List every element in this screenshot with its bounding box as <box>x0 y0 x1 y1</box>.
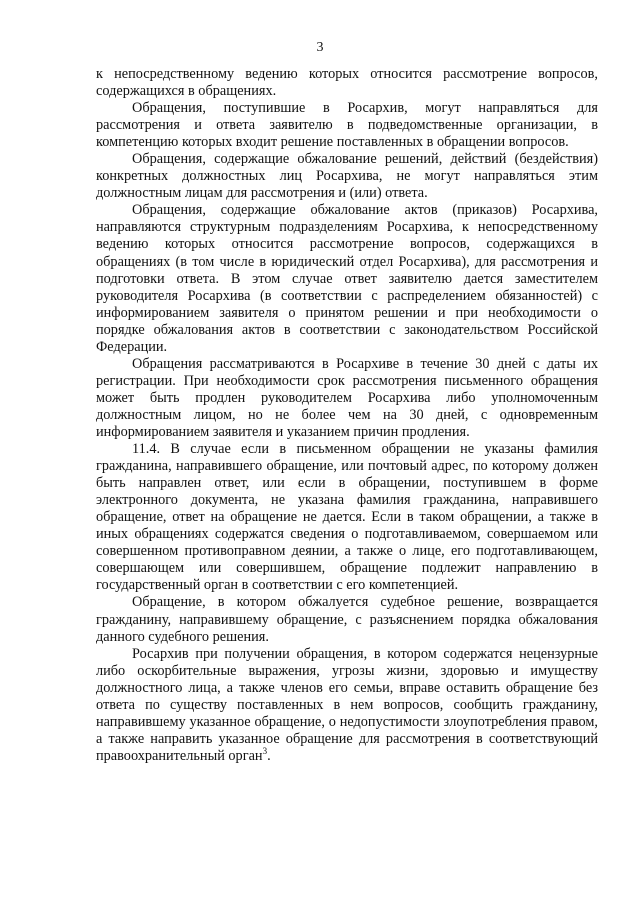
page-number: 3 <box>316 40 324 55</box>
paragraph-2: Обращения, поступившие в Росархив, могут направляться для рассмотрения и ответа заявителю в подведомственные организации, в компетенцию которых входит решение поставленных в обращении вопросов. <box>96 100 598 151</box>
paragraph-8-tail: . <box>267 747 271 764</box>
paragraph-6-section-11-4: 11.4. В случае если в письменном обращении не указаны фамилия гражданина, направившего обращение, или почтовый адрес, по которому должен быть направлен ответ, или если в обращении, поступившем в форме электронного документа, не указана фамилия гражданина, направившего обращение, ответ на обращение не дается. Если в таком обращении, а также в иных обращениях содержатся сведения о подготавливаемом, совершаемом или совершенном противоправном деянии, а также о лице, его подготавливающем, совершающем или совершившем, обращение подлежит направлению в государственный орган в соответствии с его компетенцией. <box>96 441 598 594</box>
paragraph-1: к непосредственному ведению которых относится рассмотрение вопросов, содержащихся в обращениях. <box>96 66 598 100</box>
paragraph-3: Обращения, содержащие обжалование решений, действий (бездействия) конкретных должностных лиц Росархива, не могут направляться этим должностным лицам для рассмотрения и (или) ответа. <box>96 151 598 202</box>
paragraph-8-text: Росархив при получении обращения, в котором содержатся нецензурные либо оскорбительные выражения, угрозы жизни, здоровью и имуществу должностного лица, а также членов его семьи, вправе оставить обращение без ответа по существу поставленных в нем вопросов, сообщить гражданину, направившему указанное обращение, о недопустимости злоупотребления правом, а также направить указанное обращение для рассмотрения в соответствующий правоохранительный орган <box>96 645 598 764</box>
paragraph-5: Обращения рассматриваются в Росархиве в течение 30 дней с даты их регистрации. При необходимости срок рассмотрения письменного обращения может быть продлен руководителем Росархива либо уполномоченным должностным лицом, но не более чем на 30 дней, с одновременным информированием заявителя и указанием причин продления. <box>96 355 598 440</box>
paragraph-7: Обращение, в котором обжалуется судебное решение, возвращается гражданину, направившему обращение, с разъяснением порядка обжалования данного судебного решения. <box>96 594 598 645</box>
paragraph-8 <box>96 646 598 765</box>
document-body <box>96 66 598 765</box>
footnote-reference: 3 <box>262 746 268 757</box>
paragraph-4: Обращения, содержащие обжалование актов (приказов) Росархива, направляются структурным подразделениям Росархива, к непосредственному ведению которых относится рассмотрение вопросов, содержащихся в обращениях (в том числе в юридический отдел Росархива), для рассмотрения и подготовки ответа. В этом случае ответ заявителю дается заместителем руководителя Росархива (в соответствии с распределением обязанностей) с информированием заявителя о принятом решении и при необходимости о порядке обжалования актов в соответствии с законодательством Российской Федерации. <box>96 202 598 355</box>
